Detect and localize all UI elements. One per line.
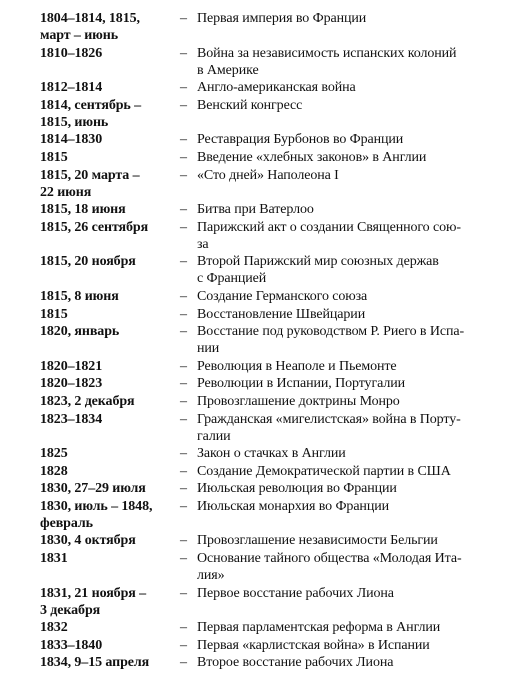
- event-description: Второе восстание рабочих Лиона: [197, 655, 394, 671]
- chronology-row: [40, 532, 480, 549]
- event-description: Битва при Ватерлоо: [197, 202, 314, 218]
- event-description: Первое восстание рабочих Лиона: [197, 585, 394, 601]
- event-date: 1830, 27–29 июля: [40, 481, 146, 497]
- event-description: Второй Парижский мир союзных держав с Францией: [197, 254, 439, 287]
- event-description: Первая империя во Франции: [197, 11, 367, 26]
- event-date: 1815, 26 сентября: [40, 219, 149, 235]
- separator-dash: –: [180, 446, 187, 462]
- chronology-row: [40, 619, 480, 636]
- chronology-row: [40, 480, 480, 497]
- chronology-table: [40, 10, 480, 672]
- separator-dash: –: [180, 11, 187, 26]
- event-date: 1815, 20 ноября: [40, 254, 136, 270]
- event-description: Создание Демократической партии в США: [197, 463, 451, 479]
- chronology-row: [40, 498, 480, 532]
- separator-dash: –: [180, 219, 187, 235]
- event-description: Провозглашение независимости Бельгии: [197, 533, 438, 549]
- chronology-row: [40, 375, 480, 392]
- event-date: 1804–1814, 1815, март – июнь: [40, 11, 140, 43]
- chronology-row: [40, 45, 480, 79]
- separator-dash: –: [180, 637, 187, 653]
- separator-dash: –: [180, 80, 187, 96]
- event-description: Введение «хлебных законов» в Англии: [197, 149, 427, 165]
- event-description: Восстановление Швейцарии: [197, 306, 366, 322]
- event-description: Война за независимость испанских колоний в Америке: [197, 45, 457, 78]
- event-date: 1828: [40, 463, 68, 479]
- chronology-row: [40, 411, 480, 445]
- event-description: Июльская монархия во Франции: [197, 498, 390, 514]
- chronology-row: [40, 97, 480, 131]
- event-date: 1823, 2 декабря: [40, 393, 135, 409]
- chronology-row: [40, 167, 480, 201]
- event-date: 1831, 21 ноября – 3 декабря: [40, 585, 147, 618]
- event-description: Первая парламентская реформа в Англии: [197, 620, 441, 636]
- separator-dash: –: [180, 324, 187, 340]
- event-date: 1815: [40, 149, 68, 165]
- event-description: Реставрация Бурбонов во Франции: [197, 132, 404, 148]
- chronology-row: [40, 288, 480, 305]
- chronology-row: [40, 323, 480, 357]
- event-description: Июльская революция во Франции: [197, 481, 397, 497]
- separator-dash: –: [180, 306, 187, 322]
- chronology-row: [40, 585, 480, 619]
- chronology-row: [40, 637, 480, 654]
- event-date: 1815, 18 июня: [40, 202, 126, 218]
- separator-dash: –: [180, 620, 187, 636]
- separator-dash: –: [180, 288, 187, 304]
- separator-dash: –: [180, 376, 187, 392]
- chronology-row: [40, 358, 480, 375]
- event-date: 1820–1823: [40, 376, 103, 392]
- event-date: 1815, 20 марта – 22 июня: [40, 167, 140, 200]
- separator-dash: –: [180, 254, 187, 270]
- event-description: Создание Германского союза: [197, 288, 368, 304]
- separator-dash: –: [180, 498, 187, 514]
- separator-dash: –: [180, 167, 187, 183]
- event-date: 1831: [40, 551, 68, 567]
- separator-dash: –: [180, 411, 187, 427]
- chronology-row: [40, 306, 480, 323]
- event-description: Провозглашение доктрины Монро: [197, 393, 400, 409]
- separator-dash: –: [180, 481, 187, 497]
- event-description: Восстание под руководством Р. Риего в Испа- нии: [197, 324, 465, 357]
- event-description: Основание тайного общества «Молодая Ита- лия»: [197, 551, 462, 584]
- separator-dash: –: [180, 149, 187, 165]
- event-date: 1815: [40, 306, 68, 322]
- separator-dash: –: [180, 463, 187, 479]
- event-description: Парижский акт о создании Священного сою- за: [197, 219, 461, 252]
- chronology-row: [40, 79, 480, 96]
- event-date: 1814, сентябрь – 1815, июнь: [40, 97, 142, 130]
- separator-dash: –: [180, 202, 187, 218]
- event-date: 1825: [40, 446, 68, 462]
- event-date: 1830, 4 октября: [40, 533, 136, 549]
- event-date: 1810–1826: [40, 45, 103, 61]
- event-date: 1820, январь: [40, 324, 120, 340]
- event-date: 1833–1840: [40, 637, 103, 653]
- event-date: 1832: [40, 620, 68, 636]
- event-description: Англо-американская война: [197, 80, 356, 96]
- separator-dash: –: [180, 45, 187, 61]
- separator-dash: –: [180, 551, 187, 567]
- chronology-row: [40, 253, 480, 287]
- event-date: 1820–1821: [40, 358, 103, 374]
- chronology-row: [40, 149, 480, 166]
- event-description: «Сто дней» Наполеона I: [197, 167, 339, 183]
- event-description: Революция в Неаполе и Пьемонте: [197, 358, 397, 374]
- event-description: Гражданская «мигелистская» война в Порту- галии: [197, 411, 461, 444]
- separator-dash: –: [180, 358, 187, 374]
- separator-dash: –: [180, 132, 187, 148]
- event-date: 1830, июль – 1848, февраль: [40, 498, 153, 531]
- event-description: Первая «карлистская война» в Испании: [197, 637, 430, 653]
- chronology-row: [40, 550, 480, 584]
- chronology-row: [40, 463, 480, 480]
- chronology-row: [40, 131, 480, 148]
- chronology-row: [40, 201, 480, 218]
- event-description: Революции в Испании, Португалии: [197, 376, 405, 392]
- separator-dash: –: [180, 655, 187, 671]
- event-description: Закон о стачках в Англии: [197, 446, 346, 462]
- event-date: 1812–1814: [40, 80, 103, 96]
- separator-dash: –: [180, 393, 187, 409]
- event-date: 1815, 8 июня: [40, 288, 119, 304]
- separator-dash: –: [180, 533, 187, 549]
- event-date: 1823–1834: [40, 411, 103, 427]
- event-date: 1834, 9–15 апреля: [40, 655, 150, 671]
- event-date: 1814–1830: [40, 132, 103, 148]
- chronology-row: [40, 393, 480, 410]
- chronology-row: [40, 654, 480, 671]
- separator-dash: –: [180, 585, 187, 601]
- chronology-row: [40, 445, 480, 462]
- chronology-row: [40, 10, 480, 44]
- separator-dash: –: [180, 97, 187, 113]
- event-description: Венский конгресс: [197, 97, 303, 113]
- chronology-row: [40, 219, 480, 253]
